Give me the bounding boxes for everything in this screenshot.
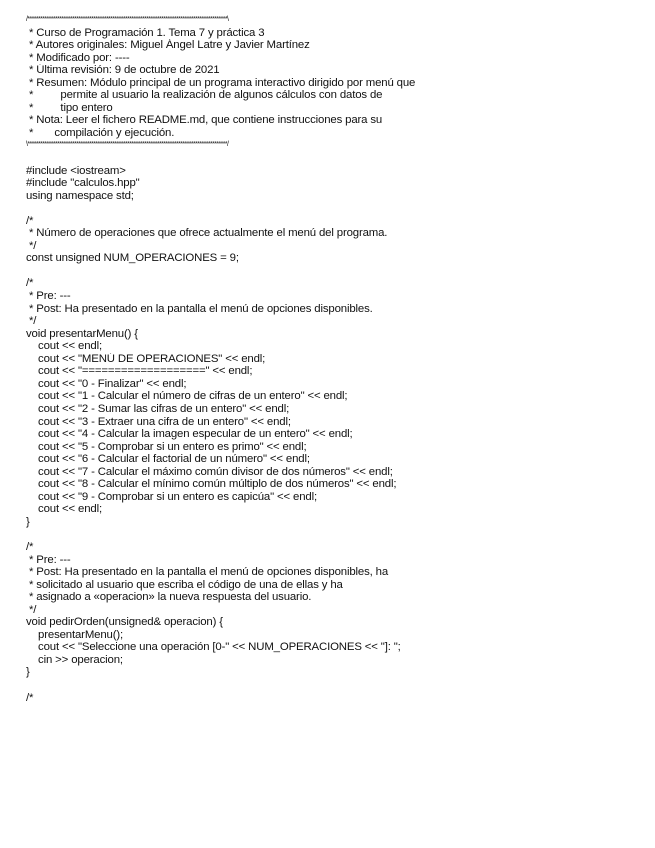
code-line: /* bbox=[26, 540, 34, 553]
code-line: * Última revisión: 9 de octubre de 2021 bbox=[26, 64, 220, 77]
code-line: cout << endl; bbox=[26, 340, 102, 353]
code-line: #include "calculos.hpp" bbox=[26, 177, 140, 190]
code-line: using namespace std; bbox=[26, 189, 134, 202]
code-line: cout << "9 - Comprobar si un entero es capicúa" << endl; bbox=[26, 490, 317, 503]
blank-line bbox=[26, 528, 646, 541]
code-line: cout << "1 - Calcular el número de cifras de un entero" << endl; bbox=[26, 390, 348, 403]
code-line: * Post: Ha presentado en la pantalla el menú de opciones disponibles. bbox=[26, 302, 373, 315]
code-line: * Número de operaciones que ofrece actualmente el menú del programa. bbox=[26, 227, 388, 240]
code-line: cout << "8 - Calcular el mínimo común múltiplo de dos números" << endl; bbox=[26, 478, 397, 491]
code-line: } bbox=[26, 666, 30, 679]
code-line: cout << "5 - Comprobar si un entero es primo" << endl; bbox=[26, 440, 307, 453]
code-line: * asignado a «operacion» la nueva respuesta del usuario. bbox=[26, 591, 312, 604]
code-line: */ bbox=[26, 239, 37, 252]
code-line: void presentarMenu() { bbox=[26, 327, 138, 340]
code-line: * Nota: Leer el fichero README.md, que contiene instrucciones para su bbox=[26, 114, 383, 127]
code-line: cout << "6 - Calcular el factorial de un número" << endl; bbox=[26, 453, 310, 466]
code-line: cout << "0 - Finalizar" << endl; bbox=[26, 377, 187, 390]
code-line: * permite al usuario la realización de algunos cálculos con datos de bbox=[26, 89, 383, 102]
header-border-bottom: \**********************************************************************************************/ bbox=[26, 141, 229, 149]
code-line: #include <iostream> bbox=[26, 164, 126, 177]
code-line: cout << "2 - Sumar las cifras de un entero" << endl; bbox=[26, 402, 290, 415]
code-line: /* bbox=[26, 277, 34, 290]
blank-line bbox=[26, 265, 646, 278]
code-line: cout << "4 - Calcular la imagen especular de un entero" << endl; bbox=[26, 428, 353, 441]
code-line: * Resumen: Módulo principal de un programa interactivo dirigido por menú que bbox=[26, 76, 416, 89]
code-line: cout << "MENÚ DE OPERACIONES" << endl; bbox=[26, 352, 266, 365]
code-line: * Post: Ha presentado en la pantalla el menú de opciones disponibles, ha bbox=[26, 566, 389, 579]
code-line: void pedirOrden(unsigned& operacion) { bbox=[26, 616, 223, 629]
code-line: * tipo entero bbox=[26, 101, 113, 114]
code-line: cout << endl; bbox=[26, 503, 102, 516]
code-line: cin >> operacion; bbox=[26, 653, 123, 666]
header-border-top: /**********************************************************************************************\ bbox=[26, 16, 229, 23]
code-line: * Autores originales: Miguel Ángel Latre y Javier Martínez bbox=[26, 39, 310, 52]
blank-line bbox=[26, 679, 646, 692]
source-code bbox=[26, 14, 646, 704]
code-line: * Modificado por: ---- bbox=[26, 51, 130, 64]
code-line: /* bbox=[26, 214, 34, 227]
code-line: * solicitado al usuario que escriba el código de una de ellas y ha bbox=[26, 578, 343, 591]
blank-line bbox=[26, 202, 646, 215]
code-line: */ bbox=[26, 315, 37, 328]
code-line: cout << "3 - Extraer una cifra de un entero" << endl; bbox=[26, 415, 291, 428]
code-line: * Pre: --- bbox=[26, 290, 71, 303]
code-line: const unsigned NUM_OPERACIONES = 9; bbox=[26, 252, 239, 265]
code-line: cout << "===================" << endl; bbox=[26, 365, 253, 378]
blank-line bbox=[26, 152, 646, 165]
code-line: */ bbox=[26, 603, 37, 616]
code-line: } bbox=[26, 515, 30, 528]
code-line: * Curso de Programación 1. Tema 7 y práctica 3 bbox=[26, 26, 265, 39]
code-line: presentarMenu(); bbox=[26, 628, 124, 641]
code-line: * compilación y ejecución. bbox=[26, 126, 175, 139]
code-line: * Pre: --- bbox=[26, 553, 71, 566]
code-line: cout << "7 - Calcular el máximo común divisor de dos números" << endl; bbox=[26, 465, 393, 478]
code-line: /* bbox=[26, 691, 34, 704]
code-line: cout << "Seleccione una operación [0-" << NUM_OPERACIONES << "]: "; bbox=[26, 641, 401, 654]
